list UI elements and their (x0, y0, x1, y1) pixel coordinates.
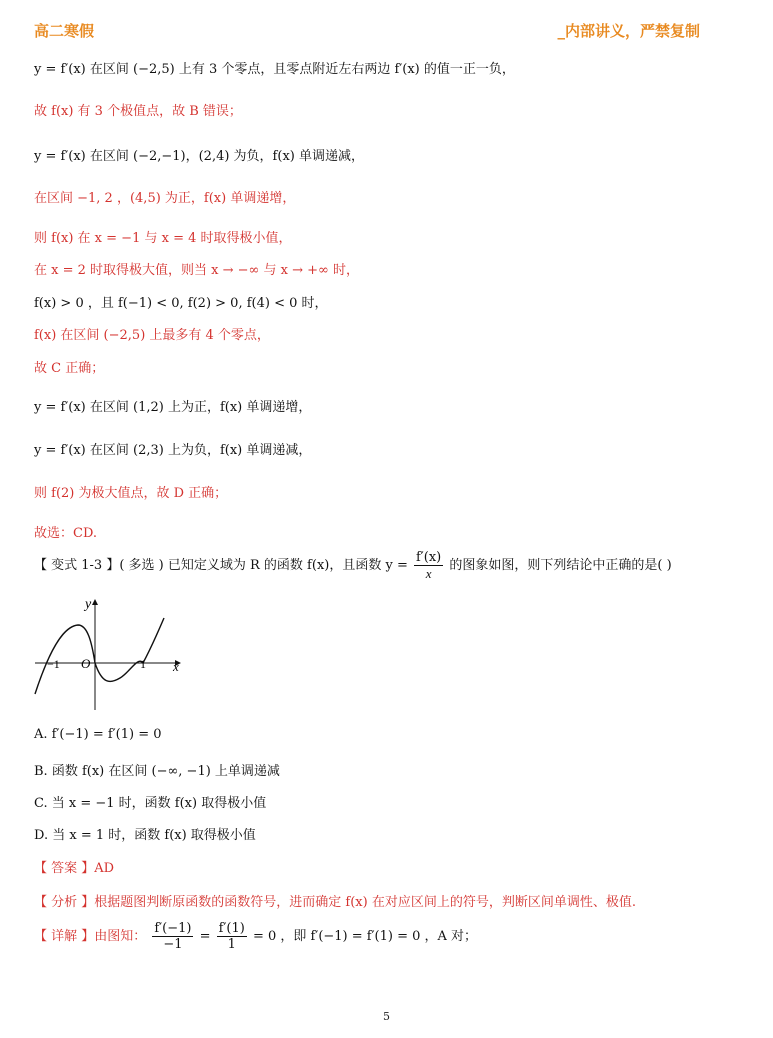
solution-line-8: f(x) 在区间 (−2,5) 上最多有 4 个零点， (34, 328, 270, 343)
solution-line-9: 故 C 正确； (34, 361, 105, 376)
solution-line-2: 故 f(x) 有 3 个极值点，故 B 错误； (34, 104, 242, 119)
header-right-notice: _内部讲义，严禁复制 (557, 22, 700, 40)
question-suffix: 的图象如图，则下列结论中正确的是( ) (449, 558, 672, 573)
solution-line-3: y = f′(x) 在区间 (−2,−1)，(2,4) 为负，f(x) 单调递减， (34, 149, 364, 164)
question-fraction (414, 550, 443, 581)
question-stem (34, 550, 672, 581)
solution-line-10: y = f′(x) 在区间 (1,2) 上为正，f(x) 单调递增， (34, 400, 312, 415)
function-graph (30, 592, 195, 712)
y-axis-label: y (85, 597, 92, 612)
solution-line-4: 在区间 −1, 2 ，(4,5) 为正，f(x) 单调递增， (34, 191, 296, 206)
solution-conclusion: 故选：CD. (34, 526, 98, 541)
header-left-title: 高二寒假 (34, 22, 95, 40)
origin-label: O (81, 656, 91, 671)
tick-label-one: 1 (140, 657, 146, 671)
tick-label-neg-one: −1 (47, 657, 60, 671)
x-axis-label: x (173, 659, 179, 674)
answer-line: 【 答案 】AD (34, 861, 115, 876)
solution-line-7: f(x) > 0 ，且 f(−1) < 0, f(2) > 0, f(4) < 0 时， (34, 296, 328, 311)
option-b: B. 函数 f(x) 在区间 (−∞, −1) 上单调递减 (34, 764, 280, 779)
detail-fraction-2-numerator: f′(1) (218, 921, 245, 936)
question-fraction-numerator: f′(x) (416, 550, 442, 565)
question-fraction-denominator: x (425, 566, 432, 581)
detail-prefix: 【 详解 】由图知： (34, 929, 147, 944)
detail-equals: = (199, 929, 211, 944)
detail-fraction-1 (152, 921, 193, 952)
detail-line (34, 921, 477, 952)
question-prefix: 【 变式 1-3 】( 多选 ) 已知定义域为 R 的函数 f(x)，且函数 y = (34, 558, 408, 573)
solution-line-12: 则 f(2) 为极大值点，故 D 正确； (34, 486, 228, 501)
option-a: A. f′(−1) = f′(1) = 0 (34, 727, 162, 742)
detail-fraction-1-denominator: −1 (163, 937, 183, 952)
detail-suffix: = 0 ，即 f′(−1) = f′(1) = 0 ，A 对； (253, 929, 478, 944)
option-c: C. 当 x = −1 时，函数 f(x) 取得极小值 (34, 796, 267, 811)
solution-line-5: 则 f(x) 在 x = −1 与 x = 4 时取得极小值， (34, 231, 292, 246)
function-curve (35, 618, 164, 694)
detail-fraction-2 (217, 921, 247, 952)
page-number: 5 (383, 1010, 390, 1023)
solution-line-6: 在 x = 2 时取得极大值，则当 x → −∞ 与 x → +∞ 时， (34, 263, 359, 278)
solution-line-1: y = f′(x) 在区间 (−2,5) 上有 3 个零点，且零点附近左右两边 f′(x) 的值一正一负， (34, 62, 515, 77)
option-d: D. 当 x = 1 时，函数 f(x) 取得极小值 (34, 828, 256, 843)
solution-line-11: y = f′(x) 在区间 (2,3) 上为负，f(x) 单调递减， (34, 443, 312, 458)
analysis-line: 【 分析 】根据题图判断原函数的函数符号，进而确定 f(x) 在对应区间上的符号，判断区间单调性、极值. (34, 895, 636, 910)
detail-fraction-2-denominator: 1 (227, 937, 236, 952)
detail-fraction-1-numerator: f′(−1) (154, 921, 192, 936)
